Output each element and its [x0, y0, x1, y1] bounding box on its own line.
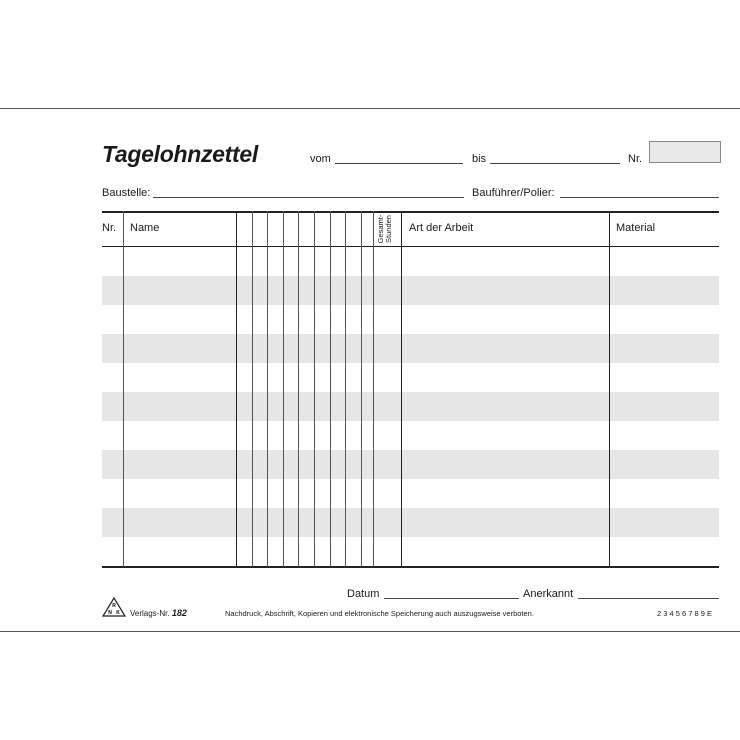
hour-col-divider [330, 211, 331, 567]
copyright-notice: Nachdruck, Abschrift, Kopieren und elektronische Speicherung auch auszugsweise verboten. [225, 609, 534, 618]
hour-col-divider [345, 211, 346, 567]
col-header-name: Name [130, 222, 160, 234]
table-row[interactable] [102, 450, 719, 479]
table-header-rule [102, 246, 719, 247]
col-divider [373, 211, 374, 567]
table-row[interactable] [102, 334, 719, 363]
rnk-logo [102, 597, 126, 617]
gesamt-line1: Gesamt- [376, 214, 385, 244]
table-row[interactable] [102, 305, 719, 334]
col-divider [401, 211, 402, 567]
print-code: 2 3 4 5 6 7 8 9 E [657, 609, 713, 618]
table-top-rule [102, 211, 719, 213]
col-divider [609, 211, 610, 567]
datum-field[interactable] [384, 598, 519, 599]
gesamt-line2: Stunden [384, 215, 393, 243]
col-header-material: Material [616, 222, 656, 234]
hour-col-divider [267, 211, 268, 567]
table-row[interactable] [102, 421, 719, 450]
baustelle-field[interactable] [153, 197, 464, 198]
bis-field[interactable] [490, 163, 620, 164]
verlag-info [130, 608, 187, 618]
col-header-gesamt [374, 213, 396, 245]
table-row[interactable] [102, 392, 719, 421]
table-row[interactable] [102, 479, 719, 508]
svg-text:N: N [108, 610, 112, 616]
hour-col-divider [283, 211, 284, 567]
svg-text:K: K [116, 610, 120, 616]
form-sheet [0, 108, 740, 632]
bauführer-field[interactable] [560, 197, 719, 198]
vom-field[interactable] [335, 163, 463, 164]
vom-label: vom [310, 153, 331, 165]
table-row[interactable] [102, 508, 719, 537]
verlag-nr: 182 [171, 608, 187, 618]
table-row[interactable] [102, 276, 719, 305]
col-header-art: Art der Arbeit [409, 222, 474, 234]
table-bottom-rule [102, 566, 719, 568]
svg-text:R: R [112, 603, 116, 609]
anerkannt-field[interactable] [578, 598, 719, 599]
table-row[interactable] [102, 247, 719, 276]
datum-label: Datum [347, 588, 380, 600]
col-divider [123, 211, 124, 567]
hour-col-divider [298, 211, 299, 567]
nr-label: Nr. [628, 153, 643, 165]
verlag-label: Verlags-Nr. [130, 609, 170, 618]
baustelle-label: Baustelle: [102, 187, 151, 199]
table-row[interactable] [102, 537, 719, 566]
bis-label: bis [472, 153, 487, 165]
anerkannt-label: Anerkannt [523, 588, 574, 600]
hours-table [102, 211, 719, 567]
hour-col-divider [361, 211, 362, 567]
nr-field[interactable] [649, 141, 721, 163]
col-divider [236, 211, 237, 567]
col-header-nr: Nr. [102, 222, 117, 234]
form-title: Tagelohnzettel [102, 141, 258, 167]
bauführer-label: Bauführer/Polier: [472, 187, 555, 199]
table-row[interactable] [102, 363, 719, 392]
hour-col-divider [252, 211, 253, 567]
hour-col-divider [314, 211, 315, 567]
